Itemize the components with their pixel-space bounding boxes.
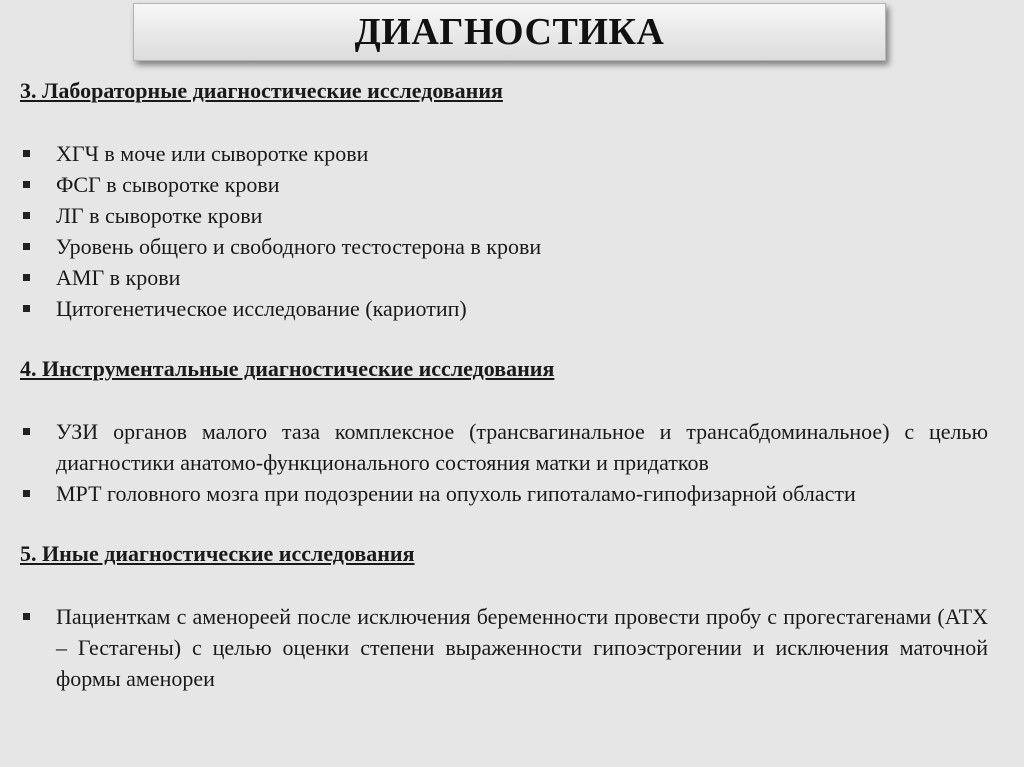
list-item: Цитогенетическое исследование (кариотип)	[20, 293, 988, 324]
section-other	[20, 539, 988, 694]
page-title: ДИАГНОСТИКА	[354, 11, 665, 53]
title-banner	[133, 3, 886, 61]
list-item: ФСГ в сыворотке крови	[20, 169, 988, 200]
list-item: Пациенткам с аменореей после исключения беременности провести пробу с прогестагенами (АТХ – Гестагены) с целью оценки степени выраженности гипоэстрогении и исключения маточной формы аменореи	[20, 601, 988, 694]
list-item: ХГЧ в моче или сыворотке крови	[20, 138, 988, 169]
list-item: УЗИ органов малого таза комплексное (трансвагинальное и трансабдоминальное) с целью диагностики анатомо-функционального состояния матки и придатков	[20, 416, 988, 478]
list-item: МРТ головного мозга при подозрении на опухоль гипоталамо-гипофизарной области	[20, 478, 988, 509]
bullet-list	[20, 601, 988, 694]
list-item: ЛГ в сыворотке крови	[20, 200, 988, 231]
bullet-list	[20, 416, 988, 509]
bullet-list	[20, 138, 988, 324]
section-instrumental	[20, 354, 988, 509]
section-laboratory	[20, 76, 988, 324]
list-item: АМГ в крови	[20, 262, 988, 293]
list-item: Уровень общего и свободного тестостерона в крови	[20, 231, 988, 262]
slide-content	[20, 76, 988, 694]
section-heading: 5. Иные диагностические исследования	[20, 541, 415, 566]
section-heading: 4. Инструментальные диагностические исследования	[20, 356, 555, 381]
section-heading: 3. Лабораторные диагностические исследования	[20, 78, 503, 103]
